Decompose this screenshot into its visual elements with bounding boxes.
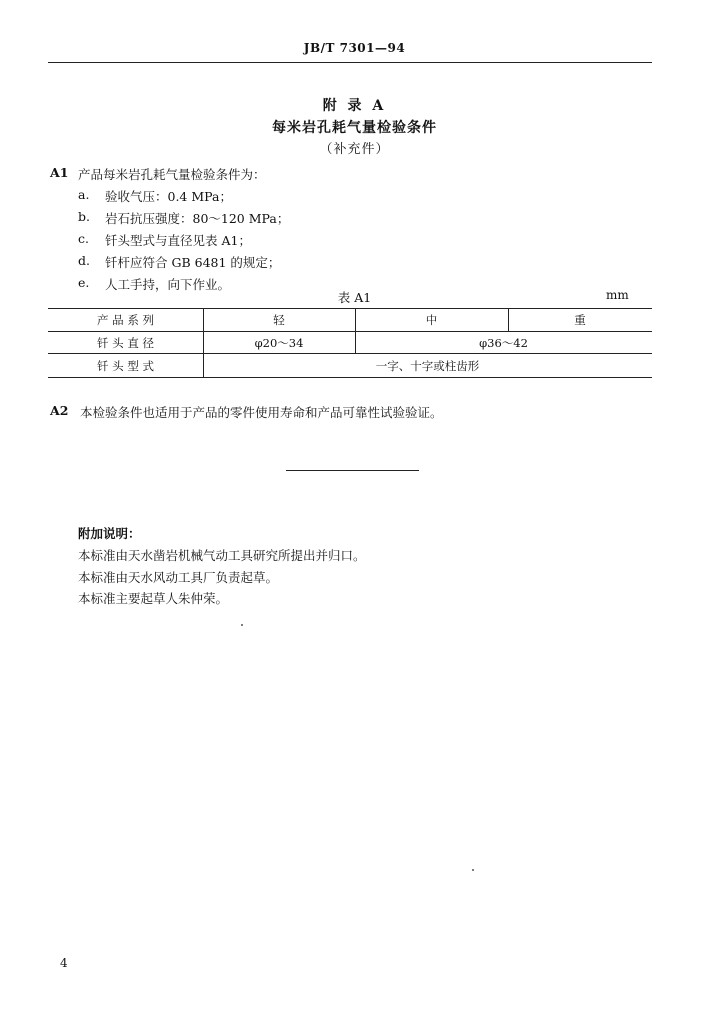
list-item-text: 岩石抗压强度：80～120 MPa；: [105, 211, 290, 226]
table-row-header: 钎 头 型 式: [97, 359, 154, 373]
table-unit: mm: [606, 288, 629, 302]
end-rule: [286, 470, 419, 471]
list-item-text: 人工手持，向下作业。: [105, 277, 231, 292]
scan-speck: [241, 624, 243, 626]
table-row-header: 产 品 系 列: [97, 313, 154, 327]
list-item-marker: d.: [78, 253, 90, 268]
table-row-rule: [48, 353, 652, 354]
table-cell: 中: [425, 313, 438, 327]
section-a1-label: A1: [50, 165, 69, 180]
additional-note-line: 本标准主要起草人朱仲荣。: [78, 591, 229, 606]
table-cell: φ36～42: [479, 336, 528, 350]
scan-speck: [472, 869, 474, 871]
table-bottom-rule: [48, 377, 652, 378]
table-caption: 表 A1: [337, 290, 372, 305]
table-cell: 轻: [273, 313, 285, 327]
table-top-rule: [48, 308, 652, 309]
table-cell: φ20～34: [254, 336, 304, 350]
list-item-text: 钎杆应符合 GB 6481 的规定；: [105, 255, 281, 270]
page-number: 4: [60, 956, 68, 970]
additional-note-line: 本标准由天水凿岩机械气动工具研究所提出并归口。: [78, 548, 366, 563]
additional-notes-title: 附加说明：: [78, 526, 141, 541]
list-item-marker: e.: [78, 275, 90, 290]
table-cell: 重: [574, 313, 586, 327]
list-item-marker: c.: [78, 231, 89, 246]
list-item-text: 验收气压：0.4 MPa；: [105, 189, 232, 204]
additional-note-line: 本标准由天水风动工具厂负责起草。: [78, 570, 279, 585]
section-a2-text: 本检验条件也适用于产品的零件使用寿命和产品可靠性试验验证。: [80, 405, 443, 420]
table-row-rule: [48, 331, 652, 332]
table-cell: 一字、十字或柱齿形: [375, 359, 480, 373]
header-rule: [48, 62, 652, 63]
section-a1-intro: 产品每米岩孔耗气量检验条件为：: [78, 167, 266, 182]
section-a2-label: A2: [50, 403, 69, 418]
appendix-label: 附 录 A: [322, 98, 387, 114]
list-item-marker: a.: [78, 187, 90, 202]
list-item-marker: b.: [78, 209, 90, 224]
list-item-text: 钎头型式与直径见表 A1；: [105, 233, 251, 248]
appendix-title: 每米岩孔耗气量检验条件: [272, 120, 437, 136]
table-row-header: 钎 头 直 径: [97, 336, 154, 350]
appendix-note: （补充件）: [319, 142, 390, 157]
standard-number: JB/T 7301—94: [303, 41, 406, 55]
